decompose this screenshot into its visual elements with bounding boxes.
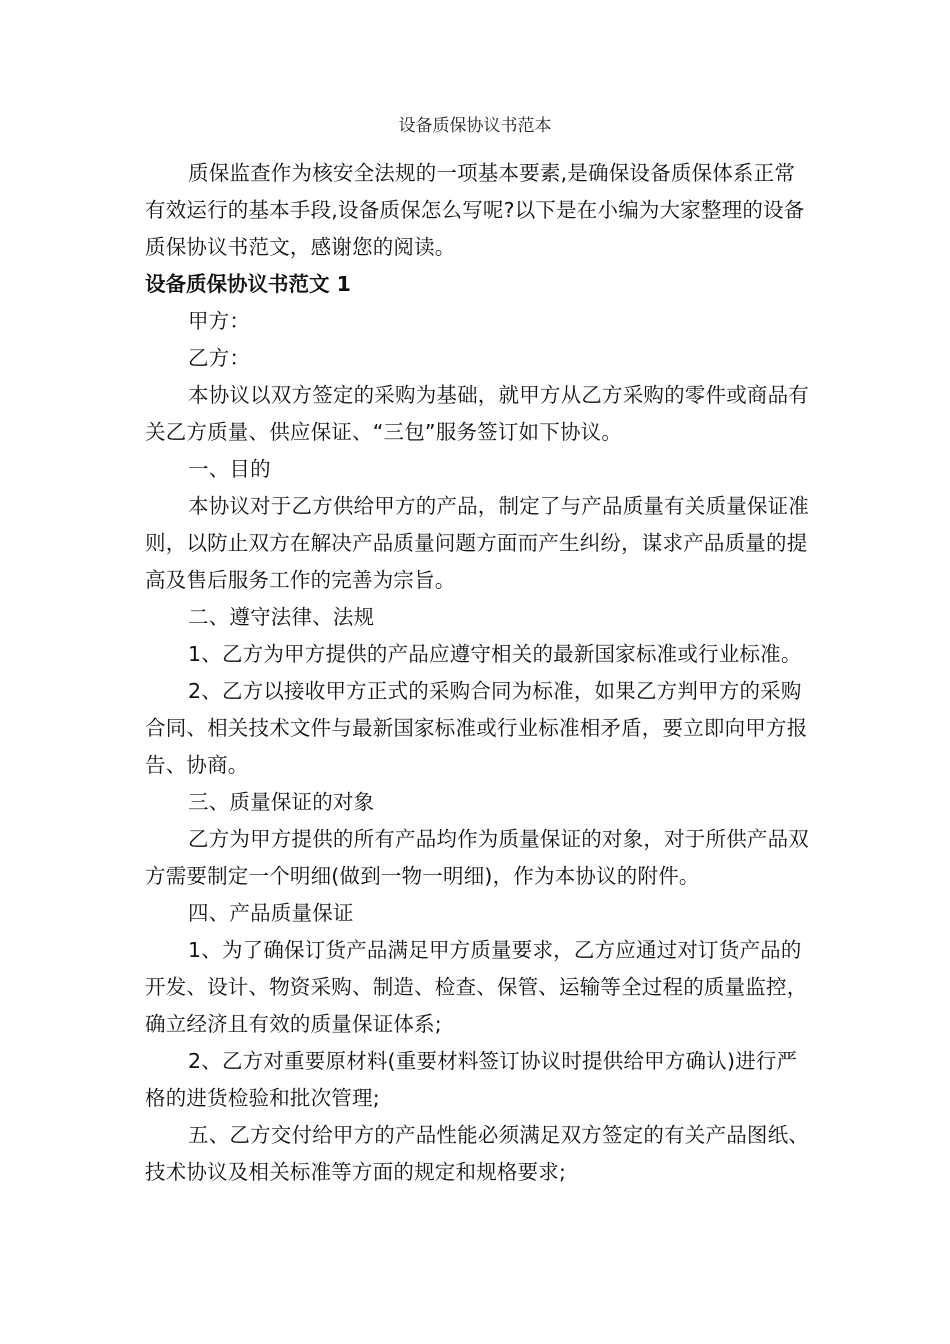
clause-five-paragraph: 五、乙方交付给甲方的产品性能必须满足双方签定的有关产品图纸、技术协议及相关标准等方面的规定和规格要求; xyxy=(145,1123,809,1184)
agreement-basis-paragraph: 本协议以双方签定的采购为基础，就甲方从乙方采购的零件或商品有关乙方质量、供应保证、“三包”服务签订如下协议。 xyxy=(145,383,809,444)
document-body xyxy=(145,155,815,1191)
clause-heading-objects: 三、质量保证的对象 xyxy=(188,790,375,814)
objects-paragraph: 乙方为甲方提供的所有产品均作为质量保证的对象，对于所供产品双方需要制定一个明细(做到一物一明细)，作为本协议的附件。 xyxy=(145,827,809,888)
quality-item-2: 2、乙方对重要原材料(重要材料签订协议时提供给甲方确认)进行严格的进货检验和批次管理; xyxy=(145,1049,798,1110)
laws-item-2: 2、乙方以接收甲方正式的采购合同为标准，如果乙方判甲方的采购合同、相关技术文件与最新国家标准或行业标准相矛盾，要立即向甲方报告、协商。 xyxy=(145,679,808,777)
clause-heading-purpose: 一、目的 xyxy=(188,457,271,481)
clause-heading-laws: 二、遵守法律、法规 xyxy=(188,605,375,629)
laws-item-1: 1、乙方为甲方提供的产品应遵守相关的最新国家标准或行业标准。 xyxy=(188,642,802,666)
quality-item-1: 1、为了确保订货产品满足甲方质量要求，乙方应通过对订货产品的开发、设计、物资采购、制造、检查、保管、运输等全过程的质量监控，确立经济且有效的质量保证体系; xyxy=(145,938,808,1036)
section-heading: 设备质保协议书范文 1 xyxy=(145,272,351,296)
document-title: 设备质保协议书范本 xyxy=(398,116,552,136)
party-b-line: 乙方： xyxy=(188,346,251,370)
clause-heading-quality: 四、产品质量保证 xyxy=(188,901,354,925)
intro-paragraph: 质保监查作为核安全法规的一项基本要素,是确保设备质保体系正常有效运行的基本手段,设备质保怎么写呢?以下是在小编为大家整理的设备质保协议书范文，感谢您的阅读。 xyxy=(145,161,805,259)
party-a-line: 甲方： xyxy=(188,309,251,333)
purpose-paragraph: 本协议对于乙方供给甲方的产品，制定了与产品质量有关质量保证准则，以防止双方在解决产品质量问题方面而产生纠纷，谋求产品质量的提高及售后服务工作的完善为宗旨。 xyxy=(145,494,809,592)
